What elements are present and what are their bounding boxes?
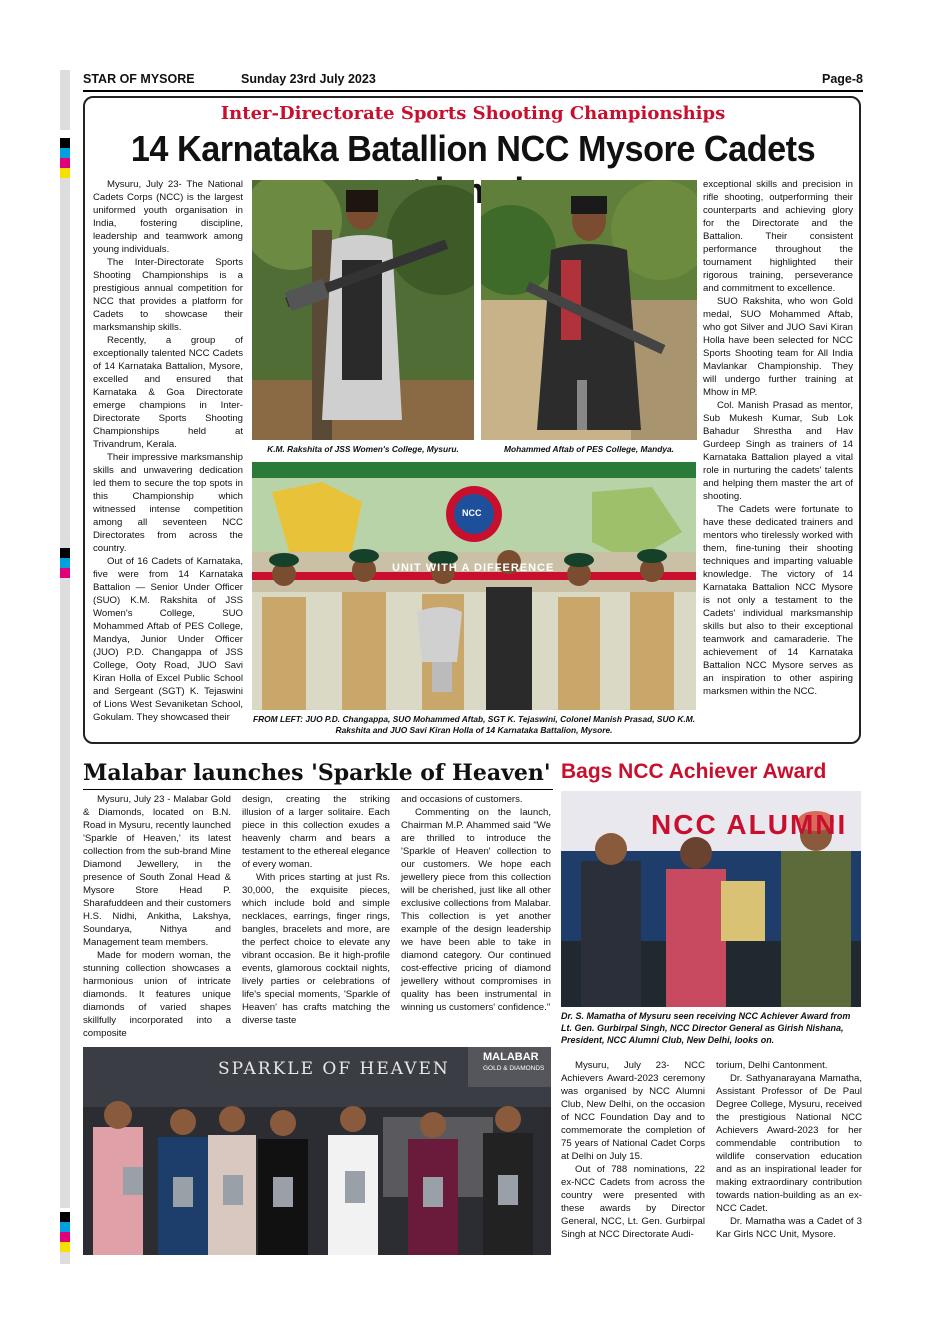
photo-malabar-launch [83, 1047, 551, 1255]
lead-headline: 14 Karnataka Batallion NCC Mysore Cadets [130, 128, 816, 169]
malabar-column-2 [242, 793, 390, 1027]
print-mark-cyan [60, 148, 70, 158]
ncc-award-column-1 [561, 1059, 705, 1241]
malabar-column-1 [83, 793, 231, 1040]
malabar-column-3 [401, 793, 551, 1014]
malabar-brand-sub: GOLD & DIAMONDS [483, 1065, 545, 1072]
divider [83, 789, 553, 790]
caption-ncc-award: Dr. S. Mamatha of Mysuru seen receiving NCC Achiever Award from Lt. Gen. Gurbirpal Singh, NCC Director General as Girish Nishana, President, NCC Alumni Club, New Delhi, looks on. [561, 1011, 851, 1045]
paragraph: SUO Rakshita, who won Gold medal, SUO Mohammed Aftab, who got Silver and JUO Savi Kiran Holla have been selected for NCC Sports Shooting team for All India Mavlankar Championship. They will undergo further training at Mhow in MP. [703, 296, 853, 398]
print-mark-black [60, 548, 70, 558]
page-number: Page-8 [822, 72, 863, 86]
ncc-award-column-2 [716, 1059, 862, 1241]
print-mark-yellow [60, 168, 70, 178]
print-mark-magenta [60, 568, 70, 578]
lead-kicker: Inter-Directorate Sports Shooting Championships [220, 103, 726, 124]
group-photo-banner: UNIT WITH A DIFFERENCE [392, 562, 555, 574]
print-mark-black [60, 138, 70, 148]
photo-cadets-group [252, 462, 696, 710]
paragraph: The Cadets were fortunate to have these dedicated trainers and mentors who tirelessly worked with them, fine-tuning their shooting techniques and imparting valuable knowledge. The victory of 14 Karnataka Battalion NCC Mysore is not only a testament to the Cadets' individual marksmanship skills but also to their exceptional teamwork and camaraderie. The achievement of 14 Karnataka Battalion NCC Mysore serves as an inspiration to other aspiring marksmen within the NCC. [703, 504, 853, 697]
paragraph: design, creating the striking illusion of a larger solitaire. Each piece in this collection exudes a heavenly charm and bears a testament to the ethereal elegance of every woman. [242, 794, 390, 870]
paragraph: Commenting on the launch, Chairman M.P. Ahammed said "We are thrilled to introduce the 'Sparkle of Heaven' collection to our customers. We hope each jewellery piece from this collection will be cherished, just like all other exclusive collections from Malabar. This collection is yet another example of the design leadership we have been able to take in diamond category. Our continued cost-effective pricing of diamond jewellery without compromises in quality has been instrumental in winning us customers' confidence." [401, 807, 551, 1013]
lead-column-1 [93, 178, 243, 724]
print-mark-yellow [60, 1242, 70, 1252]
paragraph: torium, Delhi Cantonment. [716, 1060, 828, 1071]
photo-rakshita [252, 180, 474, 440]
print-mark [60, 70, 70, 130]
paragraph: Mysuru, July 23- NCC Achievers Award-2023 ceremony was organised by NCC Alumni Club, New Delhi, on the occasion of NCC Foundation Day and to commemorate the completion of 75 years of National Cadet Corps at Delhi on July 15. [561, 1060, 705, 1162]
print-mark-cyan [60, 1222, 70, 1232]
caption-group: FROM LEFT: JUO P.D. Changappa, SUO Mohammed Aftab, SGT K. Tejaswini, Colonel Manish Prasad, SUO K.M. Rakshita and JUO Savi Kiran Holla of 14 Karnataka Battalion, Mysore. [252, 714, 696, 735]
paragraph: Dr. Sathyanarayana Mamatha, Assistant Professor of De Paul Degree College, Mysuru, received the prestigious National NCC Achievers Award-2023 for her commendable contribution to wildlife conservation education and as an inspirational leader for making extraordinary contribution towards nation-building as an ex-NCC Cadet. [716, 1073, 862, 1214]
print-mark-magenta [60, 158, 70, 168]
malabar-brand: MALABAR [483, 1051, 539, 1063]
page-header [83, 70, 863, 92]
paragraph: With prices starting at just Rs. 30,000, the exquisite pieces, which include bold and simple necklaces, earrings, finger rings, bangles, bracelets and more, are the perfect choice to elevate any vibrant occasion. Be it high-profile events, glamorous cocktail nights, lively parties or celebrations of life's special moments, 'Sparkle of Heaven' has crafts matching the diverse taste [242, 872, 390, 1026]
print-mark [60, 178, 70, 548]
paragraph: Dr. Mamatha was a Cadet of 3 Kar Girls NCC Unit, Mysore. [716, 1216, 862, 1240]
paragraph: exceptional skills and precision in rifle shooting, outperforming their counterparts and achieving glory for the Directorate and the Battalion. Their consistent performance throughout the tournament highlighted their rigorous training, perseverance and commitment to excellence. [703, 179, 853, 294]
lead-column-3 [703, 178, 853, 698]
paragraph: Col. Manish Prasad as mentor, Sub Mukesh Kumar, Sub Lok Bahadur Shrestha and Hav Gurdeep Singh as trainers of 14 Karnataka Battalion played a vital role in nurturing the cadets' talents and helping them master the art of shooting. [703, 400, 853, 502]
print-mark [60, 578, 70, 1208]
paragraph: The Inter-Directorate Sports Shooting Championships is a prestigious annual competition for NCC that provides a platform for Cadets to showcase their marksmanship skills. [93, 257, 243, 333]
malabar-headline: Malabar launches 'Sparkle of Heaven' [83, 760, 551, 786]
ncc-emblem-text: NCC [462, 508, 482, 518]
publication-name: STAR OF MYSORE [83, 72, 195, 86]
print-mark-black [60, 1212, 70, 1222]
paragraph: Mysuru, July 23- The National Cadets Corps (NCC) is the largest uniformed youth organisation in India, fostering discipline, leadership and teamwork among young individuals. [93, 179, 243, 255]
paragraph: Made for modern woman, the stunning collection showcases a harmonious union of intricate diamonds. It features unique diamonds of varied shapes skillfully incorporated into a composite [83, 950, 231, 1039]
caption-rakshita: K.M. Rakshita of JSS Women's College, Mysuru. [267, 444, 459, 454]
paragraph: and occasions of customers. [401, 794, 523, 805]
paragraph: Out of 16 Cadets of Karnataka, five were from 14 Karnataka Battalion — Senior Under Officer (SUO) K.M. Rakshita of JSS Women's College, SUO Mohammed Aftab of PES College, Mandya, Junior Under Officer (JUO) P.D. Changappa of JSS College, Ooty Road, JUO Savi Kiran Holla of Excel Public School and Sergeant (SGT) K. Tejaswini of Lions West Sevaniketan School, Gokulam. They showcased their [93, 556, 243, 723]
print-mark-cyan [60, 558, 70, 568]
issue-date: Sunday 23rd July 2023 [241, 72, 376, 86]
print-mark [60, 1252, 70, 1264]
photo-backdrop-text: SPARKLE OF HEAVEN [218, 1059, 450, 1079]
photo-ncc-award [561, 791, 861, 1007]
photo-aftab [481, 180, 697, 440]
award-backdrop-text: NCC ALUMNI [651, 809, 848, 840]
paragraph: Recently, a group of exceptionally talented NCC Cadets of 14 Karnataka Battalion, Mysore, excelled and ensured that Karnataka & Goa Directorate emerge champions in Inter-Directorate Sports Shooting Championships held at Trivandrum, Kerala. [93, 335, 243, 450]
paragraph: Their impressive marksmanship skills and unwavering dedication led them to secure the top spots in this Championship which witnessed intense competition among all seventeen NCC Directorates from across the country. [93, 452, 243, 554]
print-mark-magenta [60, 1232, 70, 1242]
paragraph: Mysuru, July 23 - Malabar Gold & Diamonds, located on B.N. Road in Mysuru, recently launched 'Sparkle of Heaven,' its latest collection from the sub-brand Mine Diamond Jewellery, in the presence of South Zonal Head & Mysore Store Head P. Sharafuddeen and their customers H.S. Nidhi, Ankitha, Lakshya, Soundarya, Nithya and Management team members. [83, 794, 231, 948]
paragraph: Out of 788 nominations, 22 ex-NCC Cadets from across the country were presented with these awards by Director General, NCC, Lt. Gen. Gurbirpal Singh at NCC Directorate Audi- [561, 1164, 705, 1240]
ncc-award-headline: Bags NCC Achiever Award [561, 760, 827, 783]
caption-aftab: Mohammed Aftab of PES College, Mandya. [503, 444, 674, 454]
